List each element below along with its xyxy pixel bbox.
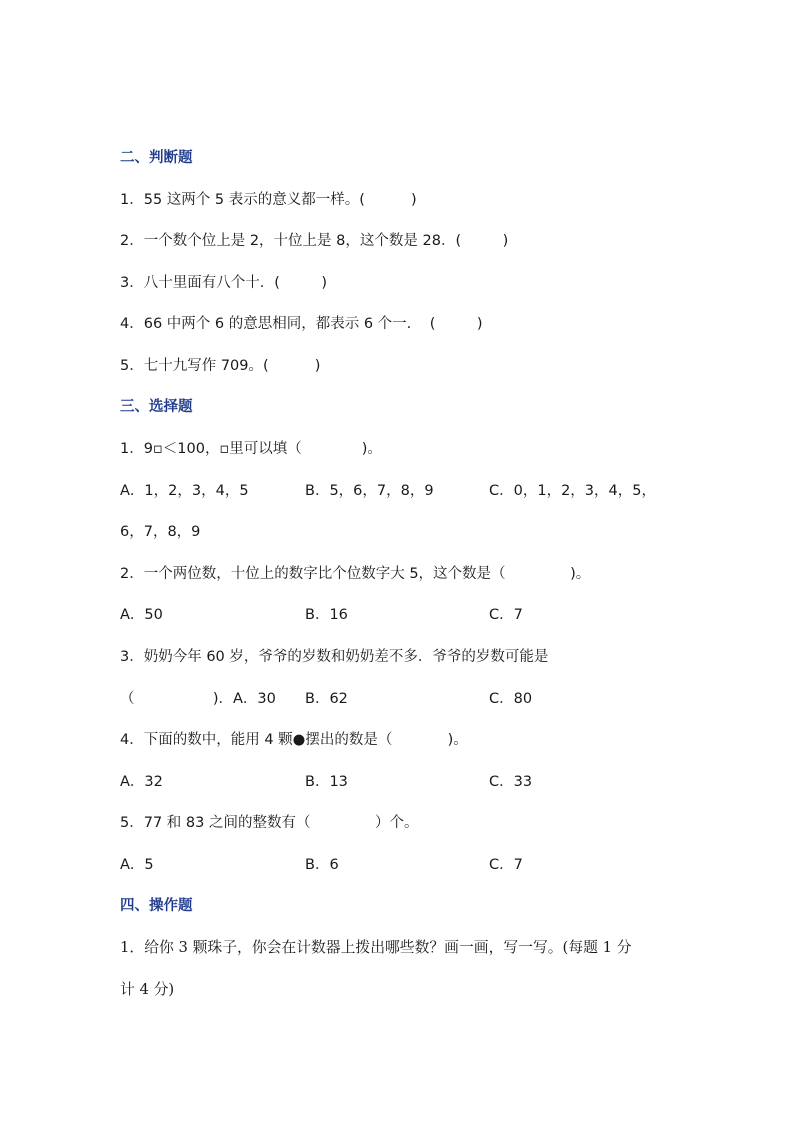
- choice-q4-option-a: A．32: [120, 774, 163, 790]
- section-title-operation: 四、操作题: [120, 898, 193, 914]
- choice-q1-option-a: A．1，2，3，4，5: [120, 483, 249, 499]
- choice-q4-stem: 4．下面的数中，能用 4 颗●摆出的数是（ )。: [120, 732, 468, 748]
- choice-q3-answer-line: （ )．A．30: [120, 691, 276, 707]
- choice-q1-option-b: B．5，6，7，8，9: [305, 483, 434, 499]
- choice-q2-option-b: B．16: [305, 607, 348, 623]
- choice-q1-option-c: C．0，1，2，3，4，5，: [489, 483, 656, 499]
- choice-q2-option-a: A．50: [120, 607, 163, 623]
- judge-item-4: 4．66 中两个 6 的意思相同，都表示 6 个一. ( ): [120, 316, 483, 332]
- choice-q2-option-c: C．7: [489, 607, 523, 623]
- judge-item-1: 1．55 这两个 5 表示的意义都一样。( ): [120, 192, 417, 208]
- choice-q5-option-a: A．5: [120, 857, 154, 873]
- operation-q1-line2: 计 4 分): [120, 981, 175, 998]
- section-title-choice: 三、选择题: [120, 399, 193, 415]
- choice-q3-option-c: C．80: [489, 691, 533, 707]
- choice-q5-option-c: C．7: [489, 857, 523, 873]
- choice-q2-stem: 2．一个两位数，十位上的数字比个位数字大 5，这个数是（ )。: [120, 566, 591, 582]
- choice-q4-option-c: C．33: [489, 774, 533, 790]
- choice-q4-option-b: B．13: [305, 774, 348, 790]
- judge-item-5: 5．七十九写作 709。( ): [120, 358, 321, 374]
- choice-q5-option-b: B．6: [305, 857, 339, 873]
- choice-q3-stem: 3．奶奶今年 60 岁，爷爷的岁数和奶奶差不多．爷爷的岁数可能是: [120, 649, 549, 665]
- choice-q3-option-b: B．62: [305, 691, 348, 707]
- section-title-judge: 二、判断题: [120, 150, 193, 166]
- choice-q1-continuation: 6，7，8，9: [120, 524, 201, 540]
- judge-item-2: 2．一个数个位上是 2，十位上是 8，这个数是 28．( ): [120, 233, 509, 249]
- choice-q1-stem: 1．9▫＜100，▫里可以填（ )。: [120, 441, 382, 457]
- operation-q1-line1: 1．给你 3 颗珠子，你会在计数器上拨出哪些数？画一画，写一写。(每题 1 分: [120, 939, 632, 956]
- choice-q5-stem: 5．77 和 83 之间的整数有（ ）个。: [120, 815, 419, 831]
- judge-item-3: 3．八十里面有八个十．( ): [120, 275, 328, 291]
